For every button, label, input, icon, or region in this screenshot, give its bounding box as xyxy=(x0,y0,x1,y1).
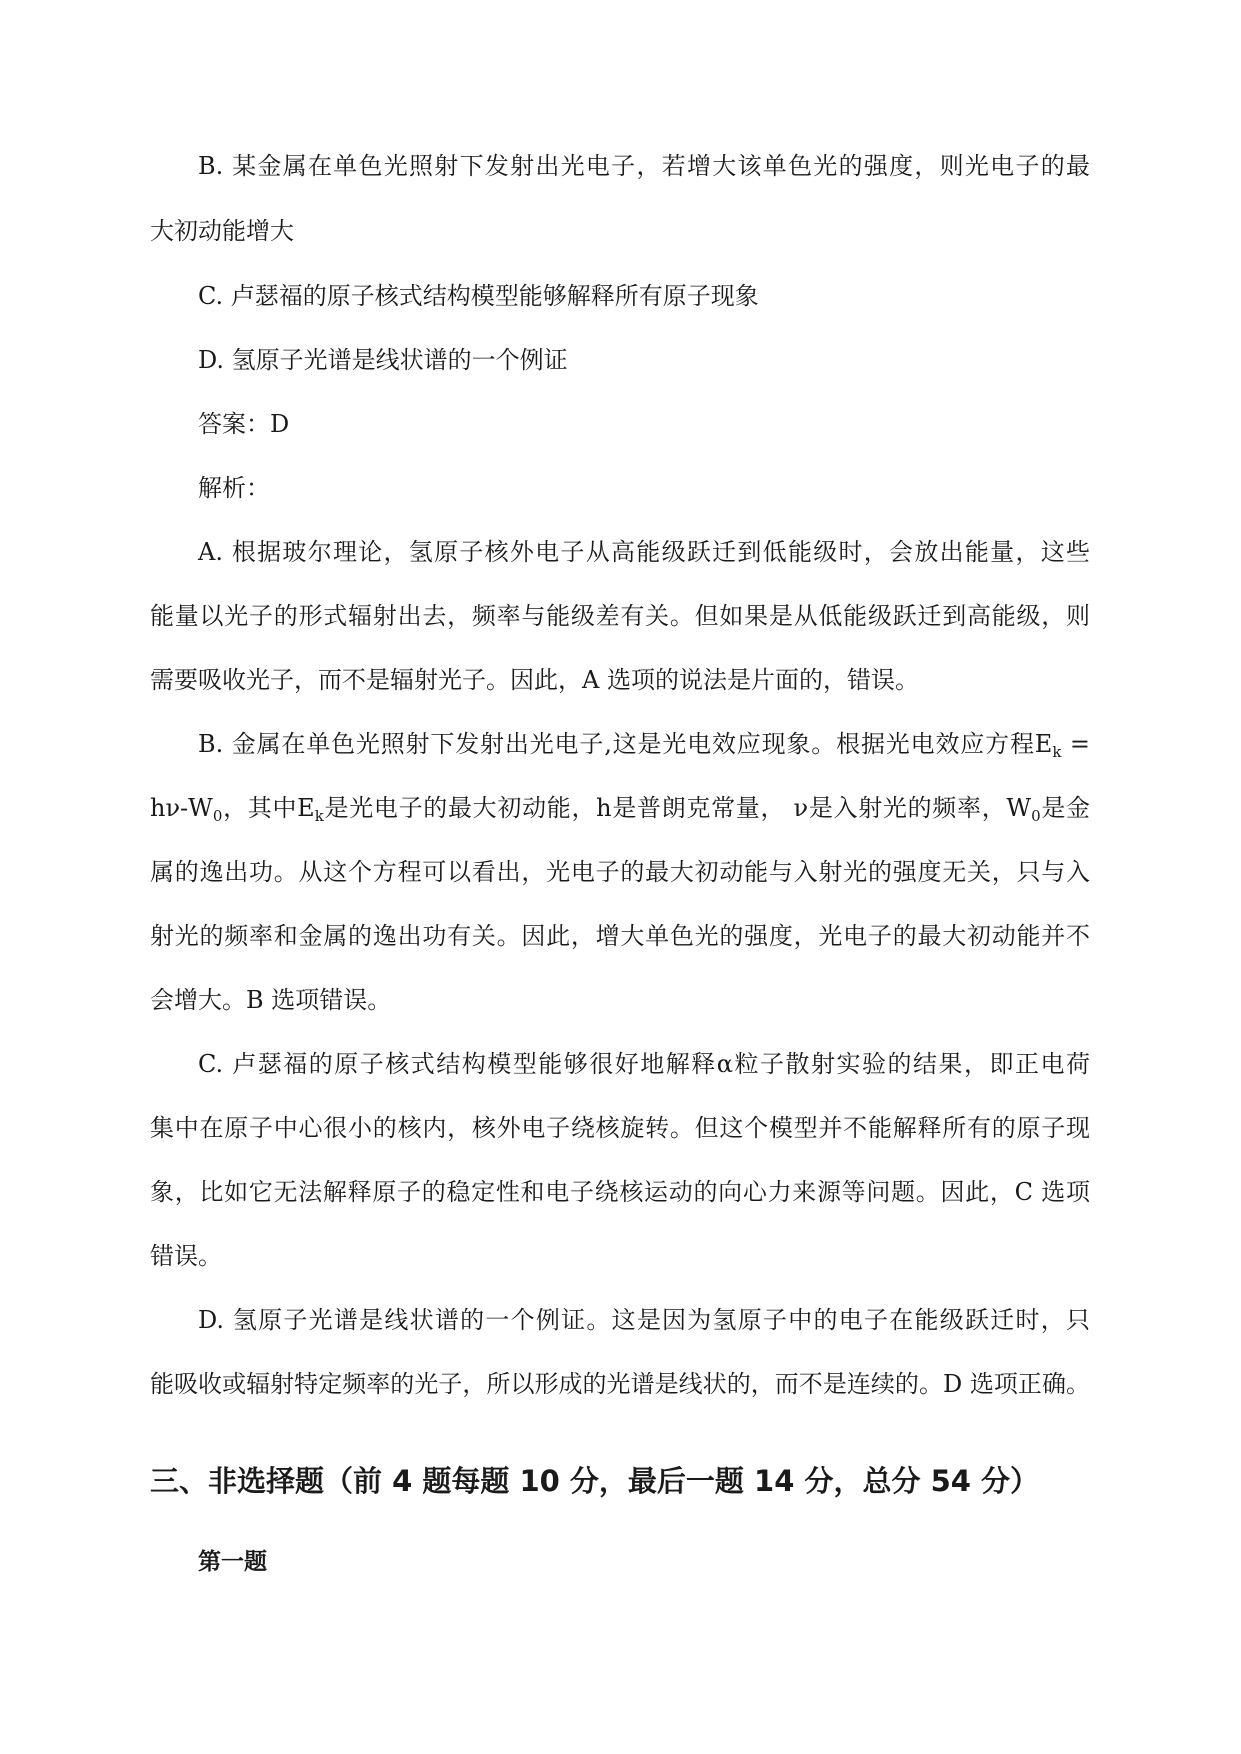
formula-ek-main: E xyxy=(1034,730,1053,758)
analysis-b-line-4: 射光的频率和金属的逸出功有关。因此，增大单色光的强度，光电子的最大初动能并不 xyxy=(150,922,1090,950)
analysis-c-line-1: C. 卢瑟福的原子核式结构模型能够很好地解释α粒子散射实验的结果，即正电荷 xyxy=(198,1050,1090,1078)
analysis-c-line-2: 集中在原子中心很小的核内，核外电子绕核旋转。但这个模型并不能解释所有的原子现 xyxy=(150,1114,1090,1142)
question-label: 第一题 xyxy=(198,1549,267,1575)
formula-equals: = xyxy=(1061,730,1090,758)
formula-ek-inline: E xyxy=(297,794,315,822)
formula-hv-w: hν-W xyxy=(150,794,213,822)
formula-ek xyxy=(1034,730,1062,761)
option-b-line-1: B. 某金属在单色光照射下发射出光电子，若增大该单色光的强度，则光电子的最 xyxy=(198,152,1090,180)
option-b-line-2: 大初动能增大 xyxy=(150,217,294,245)
analysis-c-line-3: 象，比如它无法解释原子的稳定性和电子绕核运动的向心力来源等问题。因此，C 选项 xyxy=(150,1178,1090,1206)
analysis-a-line-3: 需要吸收光子，而不是辐射光子。因此，A 选项的说法是片面的，错误。 xyxy=(150,666,919,694)
formula-w-inline-subscript: 0 xyxy=(1031,807,1041,825)
answer-line: 答案：D xyxy=(198,410,290,438)
analysis-label: 解析： xyxy=(198,474,270,502)
section-heading: 三、非选择题（前 4 题每题 10 分，最后一题 14 分，总分 54 分） xyxy=(150,1464,1040,1498)
analysis-b-line-5: 会增大。B 选项错误。 xyxy=(150,986,392,1014)
analysis-b-line-2 xyxy=(150,792,1090,824)
analysis-c-line-4: 错误。 xyxy=(150,1242,222,1270)
option-c: C. 卢瑟福的原子核式结构模型能够解释所有原子现象 xyxy=(198,282,759,310)
analysis-d-line-2: 能吸收或辐射特定频率的光子，所以形成的光谱是线状的，而不是连续的。D 选项正确。 xyxy=(150,1370,1090,1398)
analysis-b-line-2-tail: 是金 xyxy=(1040,794,1091,822)
analysis-b-line-2-mid1: ，其中 xyxy=(222,794,298,822)
option-d: D. 氢原子光谱是线状谱的一个例证 xyxy=(198,346,568,374)
formula-ek-inline-subscript: k xyxy=(314,807,324,825)
analysis-b-line-1-text: B. 金属在单色光照射下发射出光电子,这是光电效应现象。根据光电效应方程 xyxy=(198,730,1035,758)
formula-ek-subscript: k xyxy=(1052,743,1062,761)
analysis-b-line-2-mid2: 是光电子的最大初动能，h是普朗克常量， ν是入射光的频率，W xyxy=(323,794,1032,822)
analysis-b-line-3: 属的逸出功。从这个方程可以看出，光电子的最大初动能与入射光的强度无关，只与入 xyxy=(150,858,1090,886)
analysis-b-line-1 xyxy=(198,728,1090,760)
formula-w-subscript: 0 xyxy=(212,807,223,825)
analysis-d-line-1: D. 氢原子光谱是线状谱的一个例证。这是因为氢原子中的电子在能级跃迁时，只 xyxy=(198,1306,1090,1334)
analysis-a-line-1: A. 根据玻尔理论，氢原子核外电子从高能级跃迁到低能级时，会放出能量，这些 xyxy=(198,538,1090,566)
analysis-a-line-2: 能量以光子的形式辐射出去，频率与能级差有关。但如果是从低能级跃迁到高能级，则 xyxy=(150,602,1090,630)
